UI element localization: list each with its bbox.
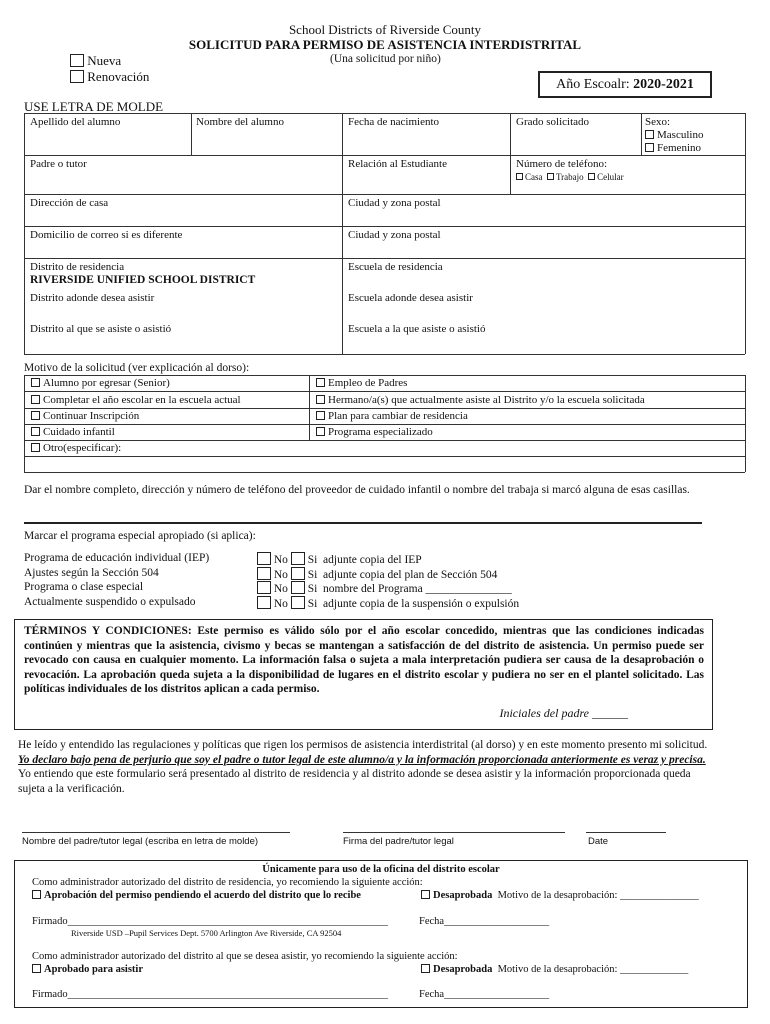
parent-initials[interactable]: Iniciales del padre ______	[499, 706, 628, 720]
celular-label: Celular	[597, 172, 624, 182]
telefono-field[interactable]: Número de teléfono:	[516, 158, 608, 170]
ciudad-field-2[interactable]: Ciudad y zona postal	[348, 229, 441, 241]
approve2-label: Aprobado para asistir	[44, 964, 143, 975]
motivo-senior[interactable]	[31, 377, 170, 389]
programs-title: Marcar el programa especial apropiado (si aplica):	[24, 530, 256, 542]
nueva-checkbox[interactable]	[70, 54, 84, 67]
sexo-label: Sexo:	[645, 116, 671, 128]
phone-type-options	[516, 172, 624, 182]
motivo-hermano-label: Hermano/a(s) que actualmente asiste al Distrito y/o la escuela solicitada	[328, 394, 645, 406]
childcare-provider-line[interactable]	[24, 522, 702, 524]
si-checkbox[interactable]	[291, 596, 305, 609]
si-checkbox[interactable]	[291, 581, 305, 594]
nueva-label: Nueva	[87, 53, 122, 68]
si-label: Si	[307, 554, 318, 566]
padre-field[interactable]: Padre o tutor	[30, 158, 87, 170]
motivo-cuidado[interactable]	[31, 426, 115, 438]
program-row-suspendido	[24, 596, 196, 608]
approve1-option[interactable]	[32, 890, 361, 901]
office-title: Únicamente para uso de la oficina del distrito escolar	[262, 864, 500, 875]
no-checkbox[interactable]	[257, 596, 271, 609]
program-choice-iep	[257, 552, 422, 566]
program-row-clase	[24, 581, 143, 593]
motivo-senior-checkbox[interactable]	[31, 378, 40, 387]
casa-checkbox[interactable]	[516, 173, 523, 180]
terms-box	[14, 619, 713, 730]
approve2-checkbox[interactable]	[32, 964, 41, 973]
distrito-residencia-label: Distrito de residencia	[30, 261, 125, 273]
fecha1-field[interactable]: Fecha____________________	[419, 916, 550, 927]
masculino-label: Masculino	[657, 129, 704, 141]
office-line2: Como administrador autorizado del distrito al que se desea asistir, yo recomiendo la siguiente acción:	[32, 951, 458, 962]
date-label: Date	[588, 836, 609, 847]
si-label: Si	[307, 583, 318, 595]
direccion-field[interactable]: Dirección de casa	[30, 197, 109, 209]
renovacion-option[interactable]	[70, 69, 149, 85]
declaration-verification: Yo entiendo que este formulario será presentado al distrito de residencia y al distrito adonde se desea asistir y la información proporcionada queda sujeta a la verificación.	[18, 768, 691, 795]
motivo-senior-label: Alumno por egresar (Senior)	[43, 377, 170, 389]
motivo-otro-label: Otro(especificar):	[43, 442, 122, 454]
org-name: School Districts of Riverside County	[288, 22, 482, 37]
deny2-checkbox[interactable]	[421, 964, 430, 973]
fecha-nacimiento-field[interactable]: Fecha de nacimiento	[348, 116, 440, 128]
date-line[interactable]	[586, 832, 666, 833]
motivo-plan-label: Plan para cambiar de residencia	[328, 410, 468, 422]
motivo-empleo-label: Empleo de Padres	[328, 377, 408, 389]
motivo-completar-checkbox[interactable]	[31, 395, 40, 404]
motivo-title: Motivo de la solicitud (ver explicación al dorso):	[24, 362, 250, 374]
no-checkbox[interactable]	[257, 552, 271, 565]
approve2-option[interactable]	[32, 964, 143, 975]
apellido-field[interactable]: Apellido del alumno	[30, 116, 121, 128]
motivo-programa-checkbox[interactable]	[316, 427, 325, 436]
femenino-checkbox[interactable]	[645, 143, 654, 152]
ciudad-field-1[interactable]: Ciudad y zona postal	[348, 197, 441, 209]
form-title: SOLICITUD PARA PERMISO DE ASISTENCIA INTERDISTRITAL	[188, 37, 582, 52]
program-choice-504	[257, 567, 497, 581]
program-note: adjunte copia del plan de Sección 504	[323, 569, 498, 581]
childcare-note: Dar el nombre completo, dirección y número de teléfono del proveedor de cuidado infantil o nombre del trabaja si marcó alguna de esas casillas.	[24, 484, 690, 496]
renovacion-label: Renovación	[87, 69, 150, 84]
motivo-continuar-checkbox[interactable]	[31, 411, 40, 420]
parent-name-line[interactable]	[22, 832, 290, 833]
approve1-checkbox[interactable]	[32, 890, 41, 899]
office-use-box	[14, 860, 748, 1008]
masculino-option[interactable]	[645, 129, 703, 141]
no-checkbox[interactable]	[257, 581, 271, 594]
no-label: No	[273, 598, 288, 610]
motivo-programa[interactable]	[316, 426, 433, 438]
no-label: No	[273, 554, 288, 566]
deny1-option[interactable]	[421, 890, 699, 901]
program-label: Actualmente suspendido o expulsado	[24, 596, 196, 608]
program-choice-clase	[257, 581, 512, 595]
program-note: adjunte copia de la suspensión o expulsión	[323, 598, 520, 610]
program-note: adjunte copia del IEP	[323, 554, 422, 566]
school-year-box	[538, 71, 712, 98]
motivo-empleo[interactable]	[316, 377, 407, 389]
program-note: nombre del Programa _______________	[323, 583, 512, 595]
reason2-field[interactable]: Motivo de la desaprobación: _____________	[497, 964, 689, 975]
casa-label: Casa	[525, 172, 543, 182]
declaration-intro: He leído y entendido las regulaciones y políticas que rigen los permisos de asistencia interdistrital (al dorso) y en este momento presento mi solicitud.	[18, 739, 708, 751]
form-subtitle: (Una solicitud por niño)	[330, 53, 441, 65]
firmado1-field[interactable]: Firmado_____________________________________________________________	[32, 916, 388, 927]
nueva-option[interactable]	[70, 53, 121, 69]
si-label: Si	[307, 598, 318, 610]
parent-signature-line[interactable]	[343, 832, 565, 833]
femenino-label: Femenino	[657, 142, 701, 154]
escuela-desea-field[interactable]: Escuela adonde desea asistir	[348, 292, 473, 304]
program-choice-suspendido	[257, 596, 519, 610]
motivo-hermano-checkbox[interactable]	[316, 395, 325, 404]
school-year-label: Año Escoalr:	[556, 77, 630, 92]
nombre-field[interactable]: Nombre del alumno	[196, 116, 284, 128]
terms-text: TÉRMINOS Y CONDICIONES: Este permiso es válido sólo por el año escolar concedido, mientras que las condiciones indicadas continúen y mientras que la asistencia, civismo y becas se mantengan a satisfacción de del distrito de asistencia. Un permiso puede ser revocado con causa en cualquier momento. La información falsa o sujeta a mala interpretación pudiera ser causa de la desaprobación o revocación. La aprobación queda sujeta a la disponibilidad de lugares en el distrito escolar y pudiera no ser en el plantel solicitado. Las políticas individuales de los distritos aplican a cada permiso.	[24, 625, 704, 695]
declaration-perjury: Yo declaro bajo pena de perjurio que soy el padre o tutor legal de este alumno/a y la información proporcionada anteriormente es veraz y precisa.	[18, 753, 706, 766]
motivo-continuar-label: Continuar Inscripción	[43, 410, 140, 422]
program-label: Ajustes según la Sección 504	[24, 567, 159, 579]
no-checkbox[interactable]	[257, 567, 271, 580]
deny1-checkbox[interactable]	[421, 890, 430, 899]
motivo-otro-checkbox[interactable]	[31, 443, 40, 452]
si-label: Si	[307, 569, 318, 581]
no-label: No	[273, 569, 288, 581]
reason1-field[interactable]: Motivo de la desaprobación: _______________	[497, 890, 699, 901]
office-line1: Como administrador autorizado del distrito de residencia, yo recomiendo la siguiente acción:	[32, 877, 423, 888]
print-note: USE LETRA DE MOLDE	[24, 99, 164, 114]
si-checkbox[interactable]	[291, 552, 305, 565]
motivo-completar-label: Completar el año escolar en la escuela actual	[43, 394, 241, 406]
trabajo-label: Trabajo	[556, 172, 584, 182]
motivo-plan[interactable]	[316, 410, 468, 422]
renovacion-checkbox[interactable]	[70, 70, 84, 83]
program-label: Programa de educación individual (IEP)	[24, 552, 210, 564]
motivo-completar[interactable]	[31, 394, 241, 406]
no-label: No	[273, 583, 288, 595]
fecha2-field[interactable]: Fecha____________________	[419, 989, 550, 1000]
program-row-504	[24, 567, 159, 579]
deny2-label: Desaprobada	[433, 964, 493, 975]
femenino-option[interactable]	[645, 142, 701, 154]
motivo-empleo-checkbox[interactable]	[316, 378, 325, 387]
program-label: Programa o clase especial	[24, 581, 144, 593]
domicilio-field[interactable]: Domicilio de correo si es diferente	[30, 229, 183, 241]
relacion-field[interactable]: Relación al Estudiante	[348, 158, 447, 170]
motivo-otro[interactable]	[31, 442, 121, 454]
motivo-cuidado-checkbox[interactable]	[31, 427, 40, 436]
motivo-cuidado-label: Cuidado infantil	[43, 426, 115, 438]
firmado2-field[interactable]: Firmado_____________________________________________________________	[32, 989, 388, 1000]
deny1-label: Desaprobada	[433, 890, 493, 901]
program-row-iep	[24, 552, 209, 564]
motivo-programa-label: Programa especializado	[328, 426, 433, 438]
declaration	[18, 738, 708, 796]
school-year-value: 2020-2021	[633, 77, 694, 92]
celular-checkbox[interactable]	[588, 173, 595, 180]
deny2-option[interactable]	[421, 964, 688, 975]
escuela-asiste-field[interactable]: Escuela a la que asiste o asistió	[348, 323, 486, 335]
motivo-hermano[interactable]	[316, 394, 645, 406]
escuela-residencia-field[interactable]: Escuela de residencia	[348, 261, 443, 273]
trabajo-checkbox[interactable]	[547, 173, 554, 180]
si-checkbox[interactable]	[291, 567, 305, 580]
motivo-plan-checkbox[interactable]	[316, 411, 325, 420]
masculino-checkbox[interactable]	[645, 130, 654, 139]
distrito-desea-field[interactable]: Distrito adonde desea asistir	[30, 292, 155, 304]
parent-signature-label: Firma del padre/tutor legal	[343, 836, 454, 847]
parent-name-label: Nombre del padre/tutor legal (escriba en letra de molde)	[22, 836, 259, 847]
approve1-label: Aprobación del permiso pendiendo el acuerdo del distrito que lo recibe	[44, 890, 361, 901]
distrito-residencia-value: RIVERSIDE UNIFIED SCHOOL DISTRICT	[30, 274, 256, 286]
distrito-asiste-field[interactable]: Distrito al que se asiste o asistió	[30, 323, 172, 335]
grado-field[interactable]: Grado solicitado	[516, 116, 590, 128]
motivo-continuar[interactable]	[31, 410, 139, 422]
office-address: Riverside USD –Pupil Services Dept. 5700 Arlington Ave Riverside, CA 92504	[71, 928, 342, 938]
